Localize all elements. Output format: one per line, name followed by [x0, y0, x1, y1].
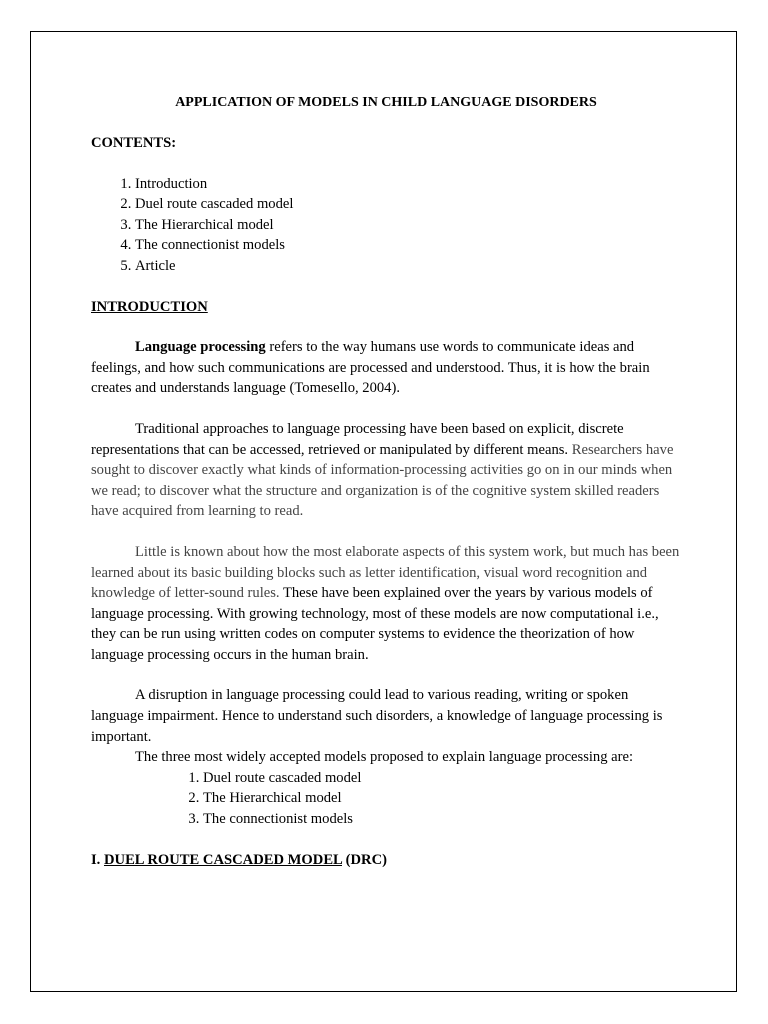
toc-item: 5. Article: [135, 256, 681, 277]
model-item: 2. The Hierarchical model: [203, 788, 681, 809]
model-item: 1. Duel route cascaded model: [203, 768, 681, 789]
drc-heading-suffix: (DRC): [341, 851, 387, 868]
model-item: 3. The connectionist models: [203, 809, 681, 830]
paragraph-text: Little is known about how the most elaborate aspects of this system work, but much has been learned about its basic building blocks such as letter identification, visual word recognition and knowledge of letter-sound rules.: [91, 543, 680, 602]
term-language-processing: Language processing: [135, 339, 266, 356]
paragraph-language-processing: [91, 337, 681, 399]
paragraph-text: Traditional approaches to language processing have been based on explicit, discrete representations that can be accessed, retrieved or manipulated by different means.: [91, 420, 624, 458]
toc-item: 4. The connectionist models: [135, 235, 681, 256]
paragraph-text: These have been explained over the years by various models of language processing. With growing technology, most of these models are now computational i.e., they can be run using written codes on computer systems to evidence the theorization of how language processing occurs in the human brain.: [91, 585, 659, 663]
paragraph-text: refers to the way humans use words to communicate ideas and feelings, and how such communications are processed and understood. Thus, it is how the brain creates and understands language (Tomesello, 2004).: [91, 339, 650, 397]
paragraph-disruption: A disruption in language processing could lead to various reading, writing or spoken language impairment. Hence to understand such disorders, a knowledge of language processing is important.: [91, 687, 663, 745]
document-title: APPLICATION OF MODELS IN CHILD LANGUAGE DISORDERS: [175, 95, 597, 110]
drc-heading-title: DUEL ROUTE CASCADED MODEL: [103, 851, 342, 868]
contents-heading: CONTENTS:: [91, 135, 177, 151]
paragraph-traditional-approaches: [91, 419, 681, 522]
models-list: [91, 768, 681, 830]
paragraph-three-models: The three most widely accepted models proposed to explain language processing are:: [135, 749, 634, 766]
toc-item: 2. Duel route cascaded model: [135, 194, 681, 215]
toc-item: 3. The Hierarchical model: [135, 215, 681, 236]
paragraph-little-is-known: [91, 542, 681, 666]
toc-item: 1. Introduction: [135, 174, 681, 195]
paragraph-text: Researchers have sought to discover exactly what kinds of information-processing activities go on in our minds when we read; to discover what the structure and organization is of the cognitive system skilled readers have acquired from learning to read.: [91, 441, 674, 520]
drc-heading-prefix: I.: [91, 851, 104, 868]
introduction-heading: INTRODUCTION: [91, 298, 208, 315]
table-of-contents: [91, 174, 681, 277]
drc-section-heading: [91, 850, 681, 871]
document-body: [91, 93, 681, 870]
